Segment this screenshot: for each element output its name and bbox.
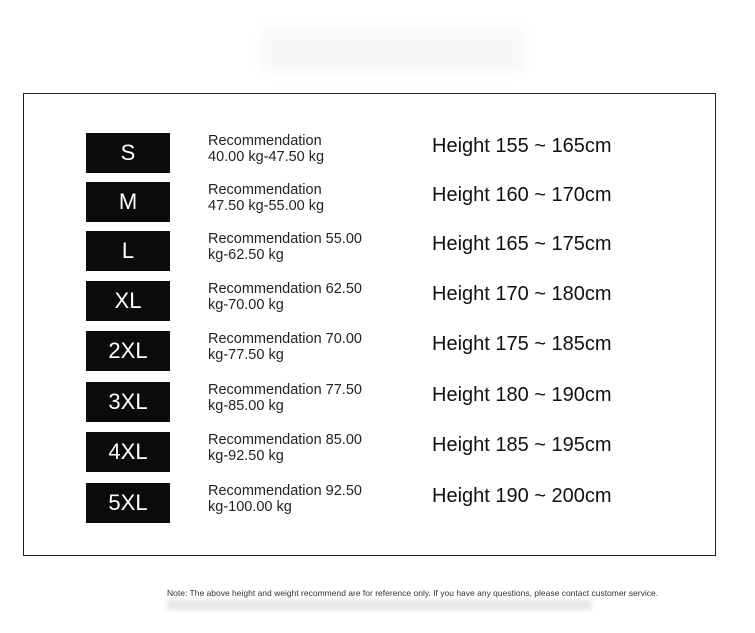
reference-note: Note: The above height and weight recommend are for reference only. If you have any questions, please contact customer service. [167, 588, 659, 598]
size-row-5xl [24, 483, 715, 523]
weight-line-2: kg-77.50 kg [208, 347, 284, 363]
blurred-note-line [167, 600, 592, 610]
height-range: Height 190 ~ 200cm [432, 485, 612, 507]
size-label: 4XL [86, 432, 170, 472]
weight-recommendation [208, 281, 408, 313]
size-row-4xl [24, 432, 715, 472]
weight-line-1: Recommendation 62.50 [208, 281, 362, 297]
size-row-l [24, 231, 715, 271]
size-label: XL [86, 281, 170, 321]
weight-recommendation [208, 231, 408, 263]
weight-line-1: Recommendation 85.00 [208, 432, 362, 448]
height-range: Height 165 ~ 175cm [432, 233, 612, 255]
size-label: 2XL [86, 331, 170, 371]
size-label: 3XL [86, 382, 170, 422]
height-range: Height 155 ~ 165cm [432, 135, 612, 157]
size-label: 5XL [86, 483, 170, 523]
weight-line-1: Recommendation 77.50 [208, 382, 362, 398]
size-row-m [24, 182, 715, 222]
blurred-header [262, 28, 524, 72]
weight-line-2: kg-100.00 kg [208, 499, 292, 515]
size-chart-table [23, 93, 716, 556]
size-label: L [86, 231, 170, 271]
size-row-2xl [24, 331, 715, 371]
size-label: M [86, 182, 170, 222]
height-range: Height 160 ~ 170cm [432, 184, 612, 206]
weight-recommendation [208, 483, 408, 515]
weight-line-1: Recommendation 70.00 [208, 331, 362, 347]
weight-line-2: 47.50 kg-55.00 kg [208, 198, 325, 214]
size-row-xl [24, 281, 715, 321]
weight-line-2: kg-62.50 kg [208, 247, 284, 263]
size-row-3xl [24, 382, 715, 422]
height-range: Height 170 ~ 180cm [432, 283, 612, 305]
weight-line-1: Recommendation 92.50 [208, 483, 362, 499]
weight-recommendation [208, 432, 408, 464]
weight-line-2: 40.00 kg-47.50 kg [208, 149, 325, 165]
height-range: Height 185 ~ 195cm [432, 434, 612, 456]
size-label: S [86, 133, 170, 173]
weight-line-2: kg-70.00 kg [208, 297, 284, 313]
weight-recommendation [208, 182, 408, 214]
height-range: Height 180 ~ 190cm [432, 384, 612, 406]
weight-recommendation [208, 382, 408, 414]
size-row-s [24, 133, 715, 173]
weight-line-2: kg-85.00 kg [208, 398, 284, 414]
weight-recommendation [208, 133, 408, 165]
weight-line-1: Recommendation [208, 182, 322, 198]
weight-line-1: Recommendation 55.00 [208, 231, 362, 247]
weight-recommendation [208, 331, 408, 363]
weight-line-2: kg-92.50 kg [208, 448, 284, 464]
height-range: Height 175 ~ 185cm [432, 333, 612, 355]
weight-line-1: Recommendation [208, 133, 322, 149]
